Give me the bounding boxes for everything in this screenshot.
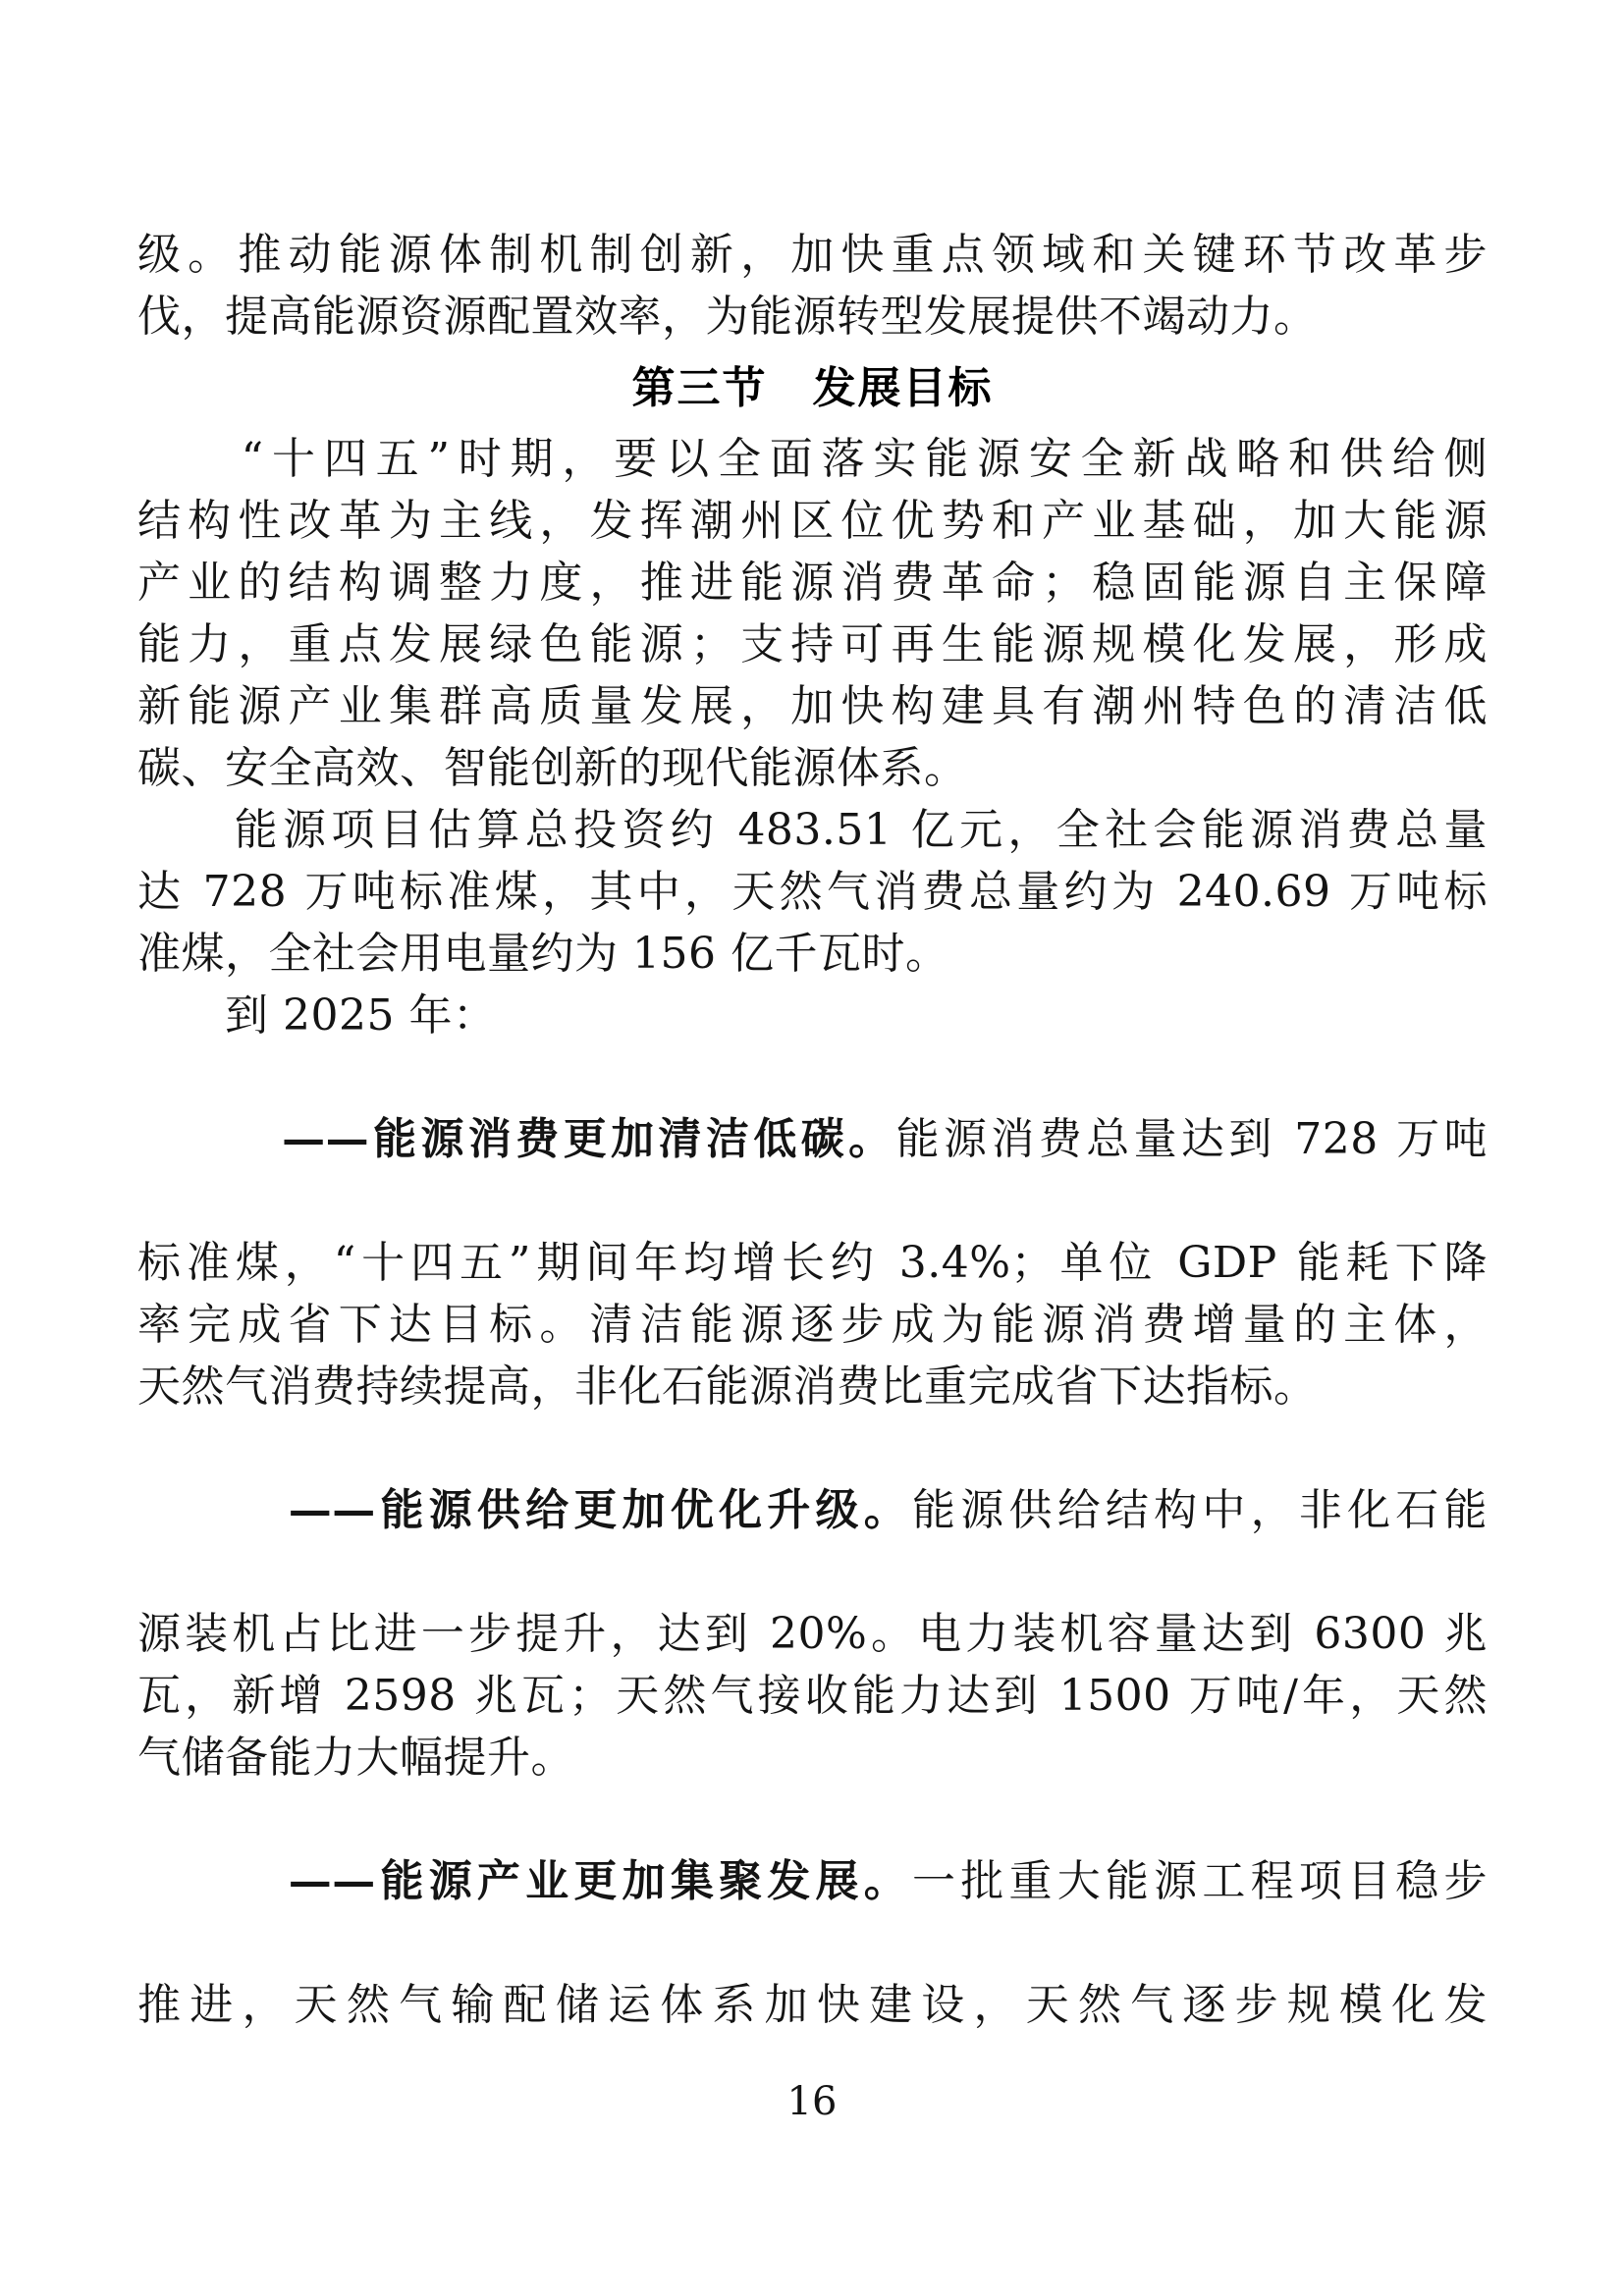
paragraph-continued: [137, 224, 1488, 347]
text-line: 率完成省下达目标。清洁能源逐步成为能源消费增量的主体，: [137, 1300, 1488, 1350]
paragraph-bullet-consumption: [137, 1046, 1488, 1417]
text-line: 产业的结构调整力度，推进能源消费革命；稳固能源自主保障: [137, 558, 1488, 608]
paragraph-bullet-supply: [137, 1417, 1488, 1789]
text-line: 伐，提高能源资源配置效率，为能源转型发展提供不竭动力。: [137, 292, 1318, 342]
text-line: 推进，天然气输配储运体系加快建设，天然气逐步规模化发: [137, 1980, 1488, 2030]
text-line: 准煤，全社会用电量约为 156 亿千瓦时。: [137, 929, 949, 979]
text-line: [137, 1417, 1488, 1603]
text-line: 瓦，新增 2598 兆瓦；天然气接收能力达到 1500 万吨/年，天然: [137, 1671, 1488, 1721]
text-line: “十四五”时期，要以全面落实能源安全新战略和供给侧: [137, 434, 1488, 484]
page-number: 16: [786, 2079, 838, 2124]
text-line: 标准煤，“十四五”期间年均增长约 3.4%；单位 GDP 能耗下降: [137, 1238, 1488, 1288]
text-line: 能源项目估算总投资约 483.51 亿元，全社会能源消费总量: [137, 805, 1488, 855]
text-line: 气储备能力大幅提升。: [137, 1733, 574, 1783]
text-line: 新能源产业集群高质量发展，加快构建具有潮州特色的清洁低: [137, 681, 1488, 731]
bullet-line-rest: 能源消费总量达到 728 万吨: [895, 1114, 1489, 1164]
paragraph-bullet-industry: [137, 1789, 1488, 2036]
text-line: 天然气消费持续提高，非化石能源消费比重完成省下达指标。: [137, 1362, 1318, 1412]
text-line: 达 728 万吨标准煤，其中，天然气消费总量约为 240.69 万吨标: [137, 867, 1488, 917]
bullet-lead-label: ——能源产业更加集聚发展。: [288, 1856, 912, 1906]
paragraph-investment: [137, 799, 1488, 985]
text-line: 源装机占比进一步提升，达到 20%。电力装机容量达到 6300 兆: [137, 1609, 1488, 1659]
bullet-lead-label: ——能源消费更加清洁低碳。: [282, 1114, 896, 1164]
text-line: 碳、安全高效、智能创新的现代能源体系。: [137, 743, 968, 793]
bullet-line-rest: 一批重大能源工程项目稳步: [912, 1856, 1489, 1906]
section-heading: 第三节 发展目标: [631, 363, 994, 413]
bullet-lead-label: ——能源供给更加优化升级。: [288, 1485, 912, 1535]
text-line: 到 2025 年：: [137, 990, 497, 1041]
bullet-line-rest: 能源供给结构中，非化石能: [912, 1485, 1489, 1535]
page-body: [137, 224, 1488, 2036]
paragraph-target-year: [137, 985, 1488, 1046]
text-line: [137, 1789, 1488, 1974]
paragraph-guiding: [137, 428, 1488, 799]
text-line: 级。推动能源体制机制创新，加快重点领域和关键环节改革步: [137, 230, 1488, 280]
text-line: [137, 1046, 1488, 1232]
text-line: 能力，重点发展绿色能源；支持可再生能源规模化发展，形成: [137, 619, 1488, 669]
text-line: 结构性改革为主线，发挥潮州区位优势和产业基础，加大能源: [137, 496, 1488, 546]
